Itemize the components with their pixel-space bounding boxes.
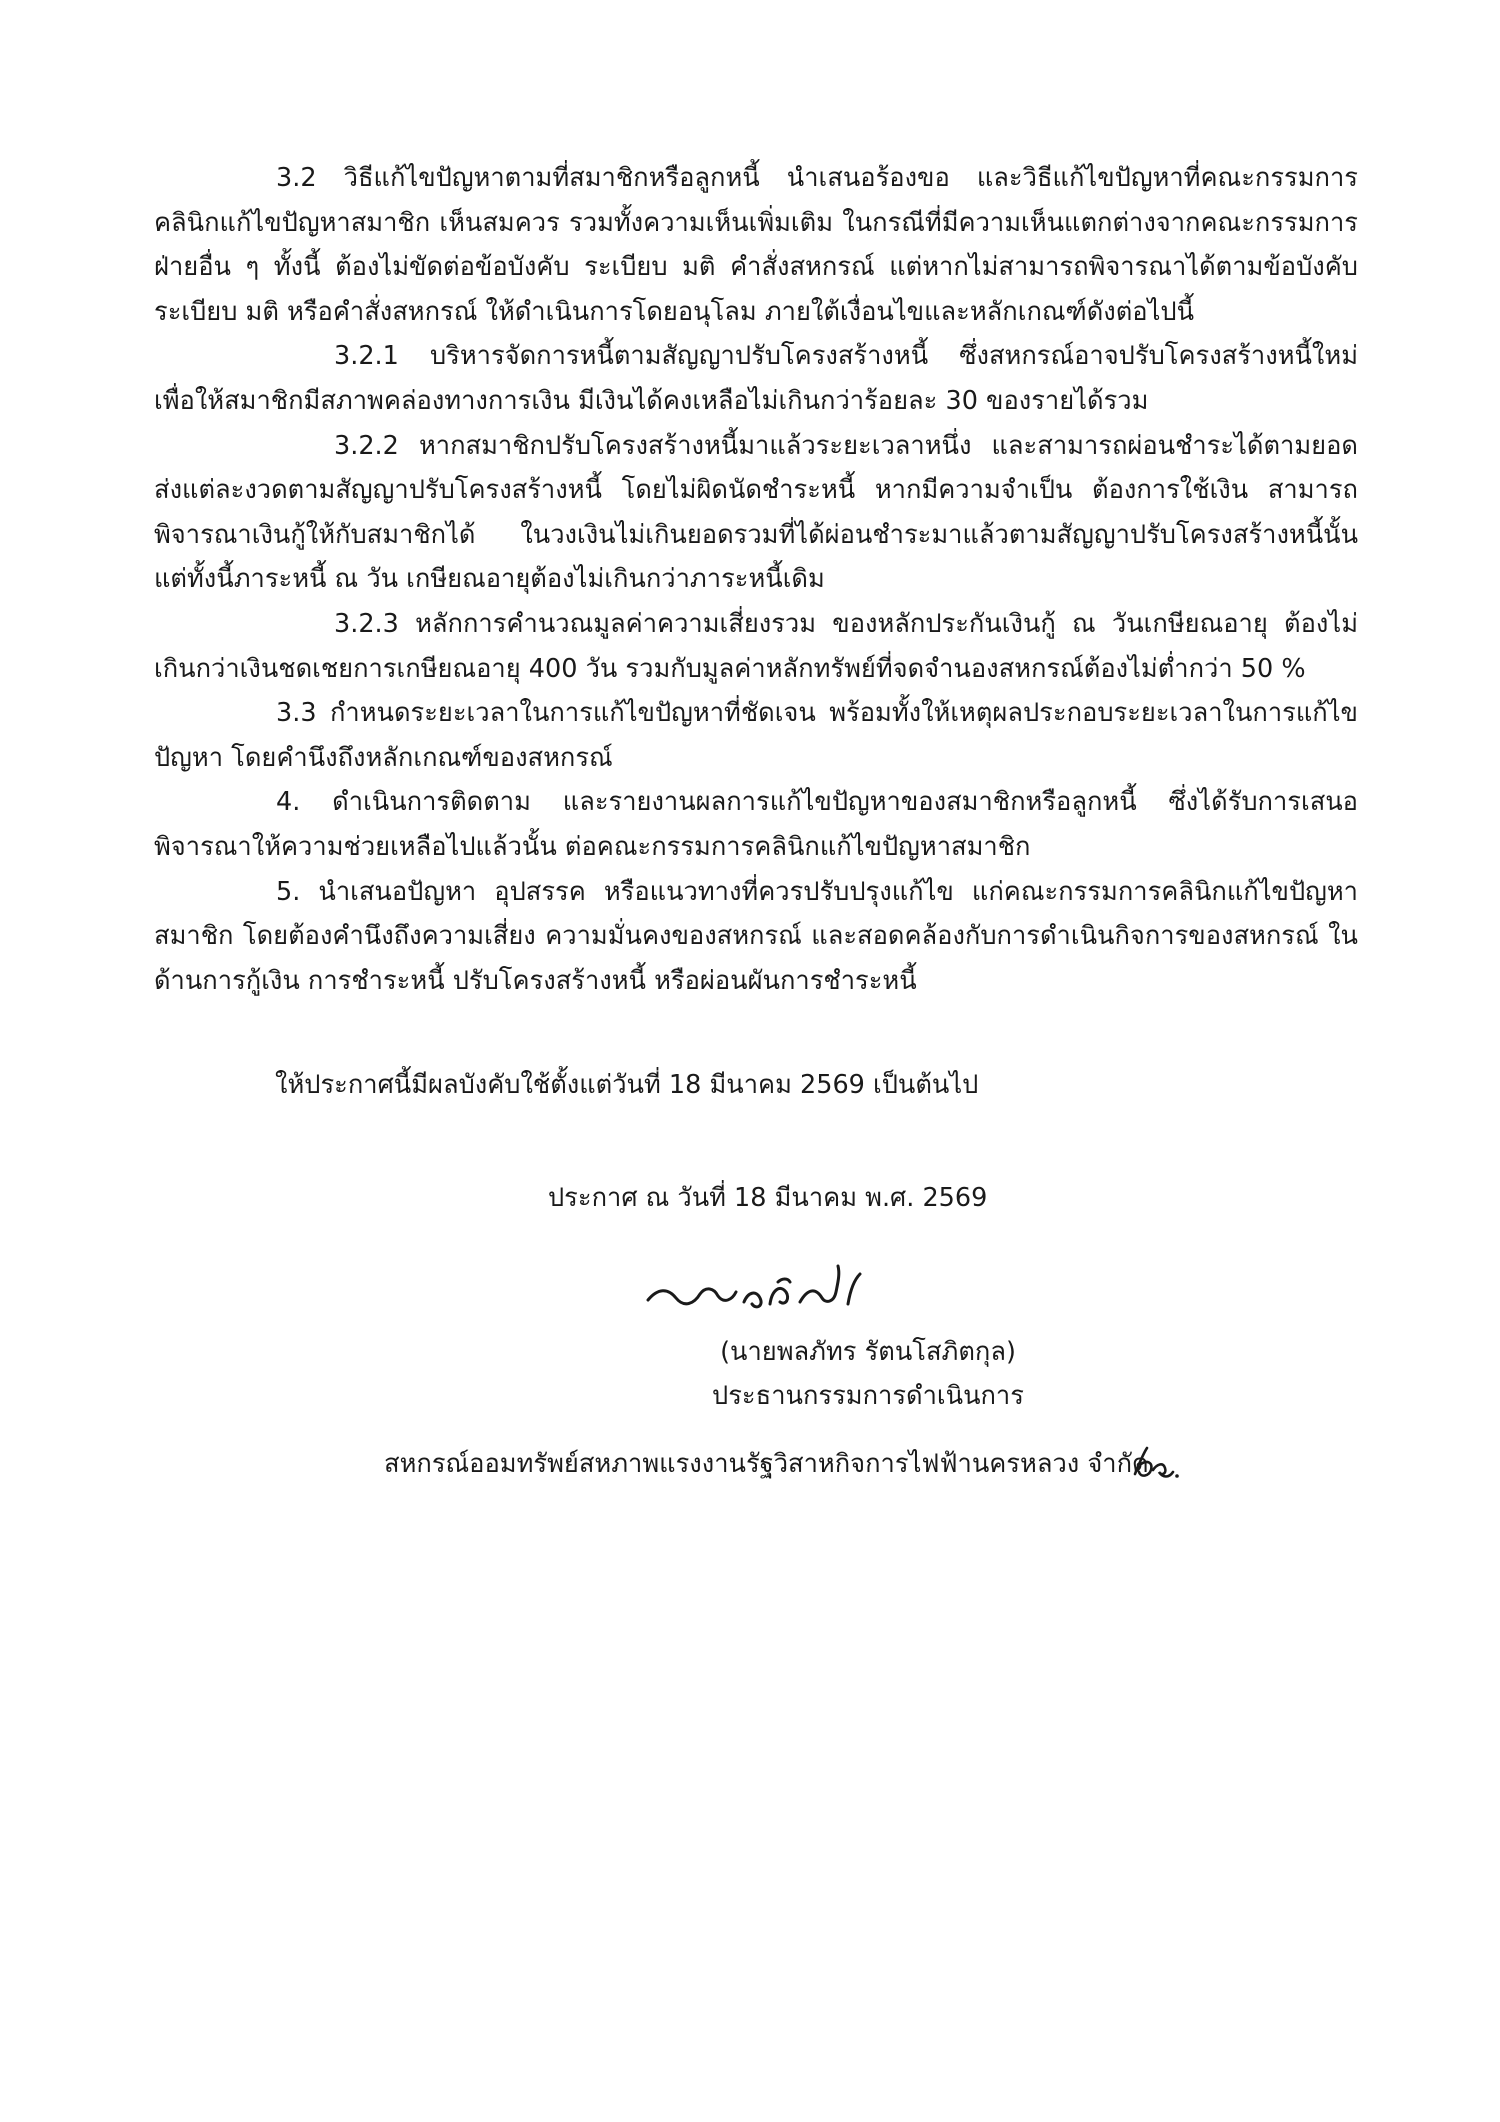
effective-statement: ให้ประกาศนี้มีผลบังคับใช้ตั้งแต่วันที่ 18 มีนาคม 2569 เป็นต้นไป <box>275 1070 979 1100</box>
announcement-date: ประกาศ ณ วันที่ 18 มีนาคม พ.ศ. 2569 <box>548 1183 988 1213</box>
paragraph-3-2-1: 3.2.1 บริหารจัดการหนี้ตามสัญญาปรับโครงสร้างหนี้ ซึ่งสหกรณ์อาจปรับโครงสร้างหนี้ใหม่ เพื่อให้สมาชิกมีสภาพคล่องทางการเงิน มีเงินได้คงเหลือไม่เกินกว่าร้อยละ 30 ของรายได้รวม <box>154 341 1358 416</box>
signer-block <box>0 1330 1500 1418</box>
signer-title: ประธานกรรมการดำเนินการ <box>712 1381 1024 1411</box>
signature-mark <box>640 1248 870 1328</box>
paragraph-3-2-3: 3.2.3 หลักการคำนวณมูลค่าความเสี่ยงรวม ของหลักประกันเงินกู้ ณ วันเกษียณอายุ ต้องไม่เกินกว่าเงินชดเชยการเกษียณอายุ 400 วัน รวมกับมูลค่าหลักทรัพย์ที่จดจำนองสหกรณ์ต้องไม่ต่ำกว่า 50 % <box>154 608 1358 684</box>
paragraph-4: 4. ดำเนินการติดตาม และรายงานผลการแก้ไขปัญหาของสมาชิกหรือลูกหนี้ ซึ่งได้รับการเสนอพิจารณาให้ความช่วยเหลือไปแล้วนั้น ต่อคณะกรรมการคลินิกแก้ไขปัญหาสมาชิก <box>154 787 1358 862</box>
document-body <box>154 156 1358 1003</box>
paragraph-3-2: 3.2 วิธีแก้ไขปัญหาตามที่สมาชิกหรือลูกหนี้ นำเสนอร้องขอ และวิธีแก้ไขปัญหาที่คณะกรรมการคลินิกแก้ไขปัญหาสมาชิก เห็นสมควร รวมทั้งความเห็นเพิ่มเติม ในกรณีที่มีความเห็นแตกต่างจากคณะกรรมการฝ่ายอื่น ๆ ทั้งนี้ ต้องไม่ขัดต่อข้อบังคับ ระเบียบ มติ คำสั่งสหกรณ์ แต่หากไม่สามารถพิจารณาได้ตามข้อบังคับ ระเบียบ มติ หรือคำสั่งสหกรณ์ ให้ดำเนินการโดยอนุโลม ภายใต้เงื่อนไขและหลักเกณฑ์ดังต่อไปนี้ <box>154 163 1358 327</box>
signer-name: (นายพลภัทร รัตนโสภิตกุล) <box>720 1337 1016 1367</box>
paragraph-5: 5. นำเสนอปัญหา อุปสรรค หรือแนวทางที่ควรปรับปรุงแก้ไข แก่คณะกรรมการคลินิกแก้ไขปัญหาสมาชิก โดยต้องคำนึงถึงความเสี่ยง ความมั่นคงของสหกรณ์ และสอดคล้องกับการดำเนินกิจการของสหกรณ์ ในด้านการกู้เงิน การชำระหนี้ ปรับโครงสร้างหนี้ หรือผ่อนผันการชำระหนี้ <box>154 876 1358 996</box>
paragraph-3-3: 3.3 กำหนดระยะเวลาในการแก้ไขปัญหาที่ชัดเจน พร้อมทั้งให้เหตุผลประกอบระยะเวลาในการแก้ไขปัญหา โดยคำนึงถึงหลักเกณฑ์ของสหกรณ์ <box>154 698 1358 773</box>
paragraph-3-2-2: 3.2.2 หากสมาชิกปรับโครงสร้างหนี้มาแล้วระยะเวลาหนึ่ง และสามารถผ่อนชำระได้ตามยอดส่งแต่ละงวดตามสัญญาปรับโครงสร้างหนี้ โดยไม่ผิดนัดชำระหนี้ หากมีความจำเป็น ต้องการใช้เงิน สามารถพิจารณาเงินกู้ให้กับสมาชิกได้ ในวงเงินไม่เกินยอดรวมที่ได้ผ่อนชำระมาแล้วตามสัญญาปรับโครงสร้างหนี้นั้น แต่ทั้งนี้ภาระหนี้ ณ วัน เกษียณอายุต้องไม่เกินกว่าภาระหนี้เดิม <box>154 430 1358 595</box>
initials-mark <box>1129 1440 1181 1484</box>
organization-name: สหกรณ์ออมทรัพย์สหภาพแรงงานรัฐวิสาหกิจการไฟฟ้านครหลวง จำกัด <box>384 1449 1149 1479</box>
